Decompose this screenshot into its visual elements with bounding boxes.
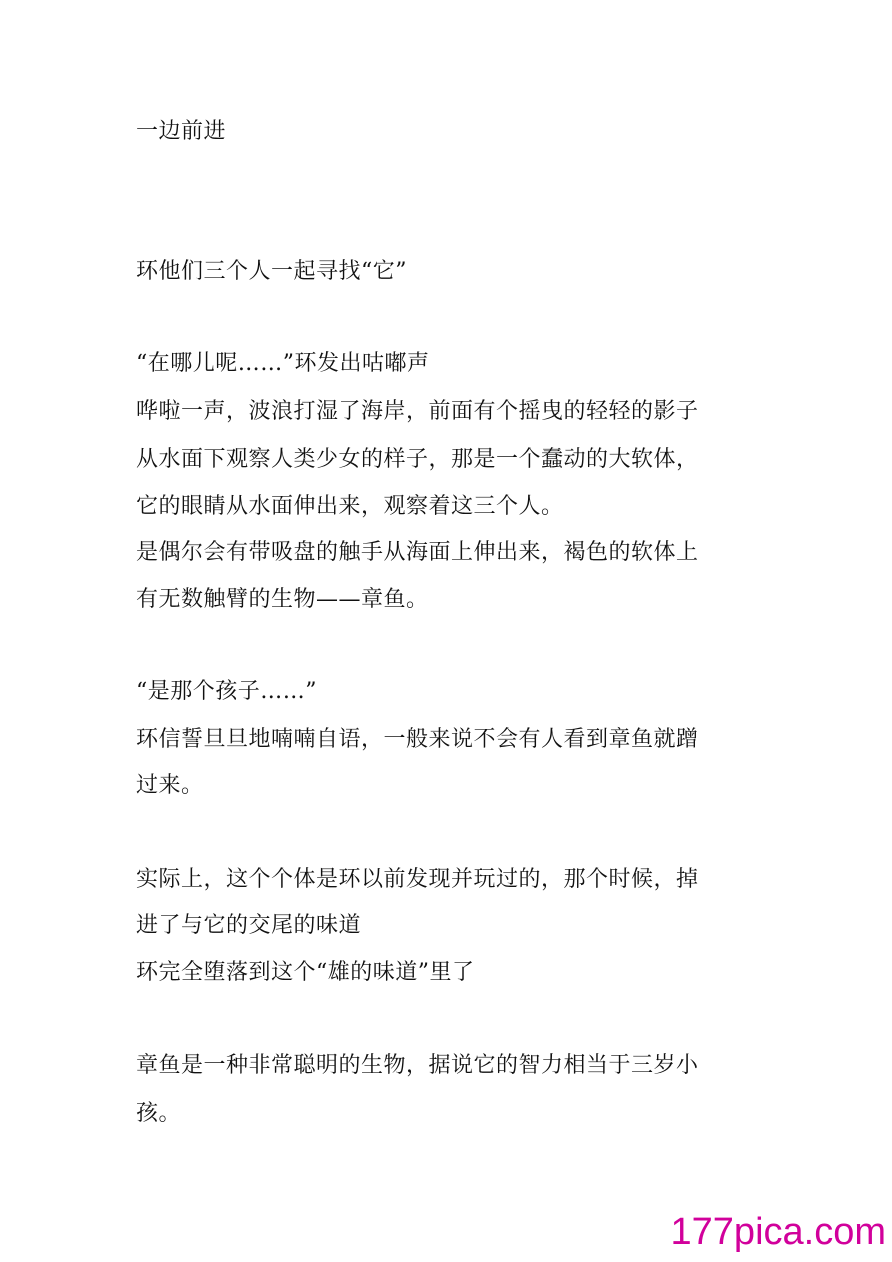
text-line: 从水面下观察人类少女的样子，那是一个蠢动的大软体， — [136, 447, 699, 472]
text-line: 是偶尔会有带吸盘的触手从海面上伸出来，褐色的软体上 — [136, 540, 699, 565]
text-line: 进了与它的交尾的味道 — [136, 913, 362, 938]
text-line: 有无数触臂的生物——章鱼。 — [136, 587, 429, 612]
text-line: 章鱼是一种非常聪明的生物，据说它的智力相当于三岁小 — [136, 1053, 699, 1078]
text-line: 环信誓旦旦地喃喃自语，一般来说不会有人看到章鱼就蹭 — [136, 727, 699, 752]
text-line: 环他们三个人一起寻找“它” — [136, 259, 407, 284]
watermark-link[interactable]: 177pica.com — [670, 1211, 886, 1253]
text-line: “在哪儿呢……”环发出咕嘟声 — [136, 351, 430, 376]
text-line: “是那个孩子……” — [136, 679, 317, 704]
text-line: 孩。 — [136, 1101, 182, 1126]
text-line: 哗啦一声，波浪打湿了海岸，前面有个摇曳的轻轻的影子 — [136, 399, 699, 424]
text-line: 它的眼睛从水面伸出来，观察着这三个人。 — [136, 494, 564, 519]
text-line: 一边前进 — [136, 119, 227, 144]
text-line: 环完全堕落到这个“雄的味道”里了 — [136, 960, 475, 985]
text-line: 过来。 — [136, 773, 204, 798]
text-line: 实际上，这个个体是环以前发现并玩过的，那个时候，掉 — [136, 867, 699, 892]
